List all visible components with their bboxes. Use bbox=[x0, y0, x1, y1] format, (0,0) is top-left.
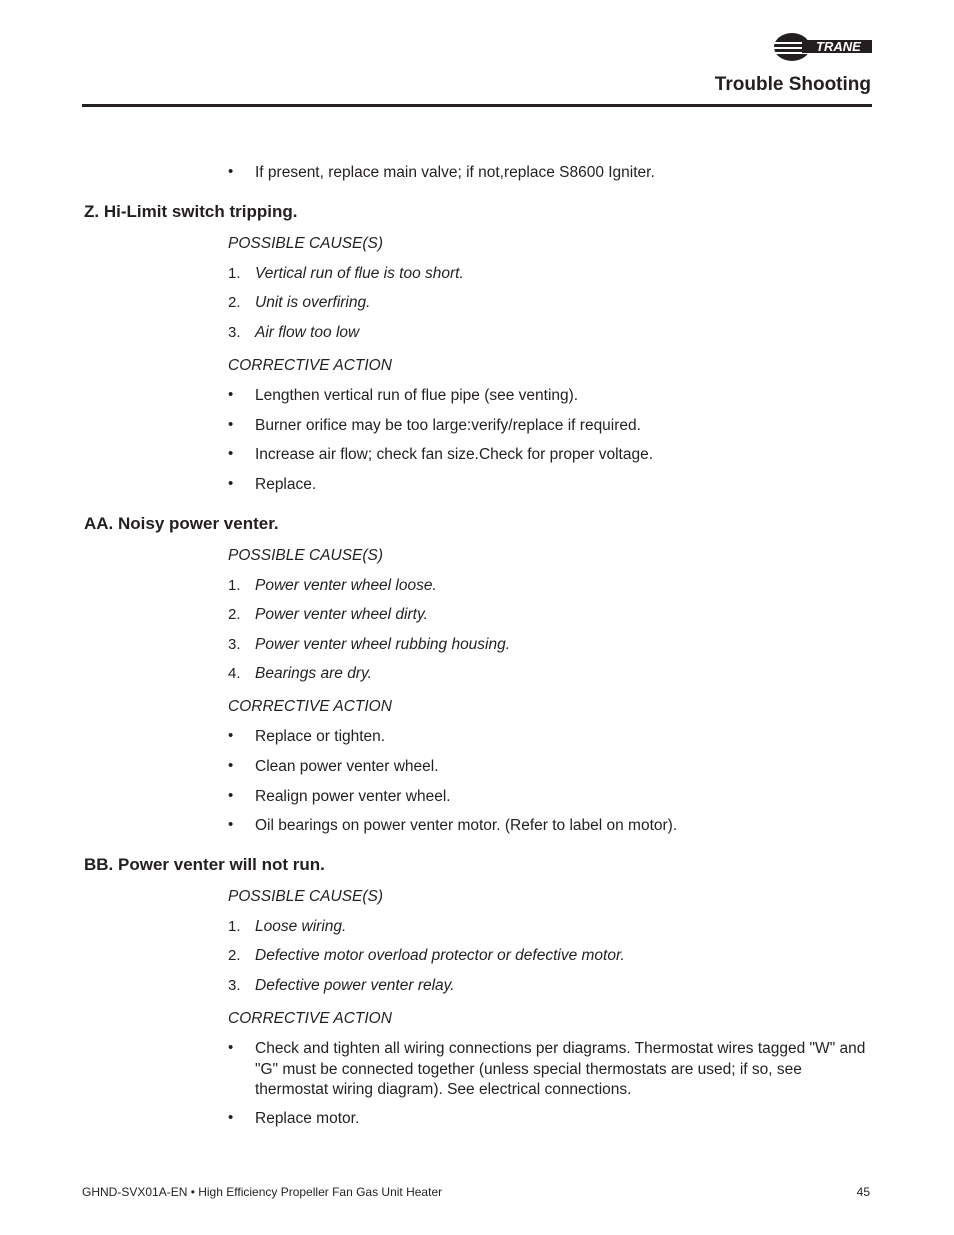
action-item: Increase air flow; check fan size.Check for proper voltage. bbox=[255, 446, 654, 463]
bullet-icon: • bbox=[228, 1109, 234, 1126]
actions-label: CORRECTIVE ACTION bbox=[228, 1010, 392, 1027]
bullet-icon: • bbox=[228, 757, 234, 774]
cause-item: Defective motor overload protector or defective motor. bbox=[255, 947, 625, 964]
bullet-icon: • bbox=[228, 416, 234, 433]
cause-item: Unit is overfiring. bbox=[255, 294, 371, 311]
cause-item: Bearings are dry. bbox=[255, 665, 372, 682]
action-item: Lengthen vertical run of flue pipe (see venting). bbox=[255, 387, 579, 404]
header-rule bbox=[82, 104, 872, 107]
cause-item: Air flow too low bbox=[255, 324, 360, 341]
list-number: 1. bbox=[228, 577, 241, 594]
causes-label: POSSIBLE CAUSE(S) bbox=[228, 888, 384, 905]
bullet-icon: • bbox=[228, 475, 234, 492]
actions-label: CORRECTIVE ACTION bbox=[228, 357, 392, 374]
page-number: 45 bbox=[856, 1185, 870, 1199]
bullet-icon: • bbox=[228, 163, 234, 180]
list-number: 4. bbox=[228, 665, 241, 682]
causes-label: POSSIBLE CAUSE(S) bbox=[228, 547, 384, 564]
list-number: 3. bbox=[228, 324, 241, 341]
bullet-icon: • bbox=[228, 787, 234, 804]
section-title: Trouble Shooting bbox=[714, 74, 871, 95]
cause-item: Power venter wheel dirty. bbox=[255, 606, 428, 623]
bullet-icon: • bbox=[228, 727, 234, 744]
section-heading: Z. Hi-Limit switch tripping. bbox=[84, 202, 298, 221]
action-item: Clean power venter wheel. bbox=[255, 758, 439, 775]
section-heading: BB. Power venter will not run. bbox=[84, 855, 325, 874]
action-item: Replace motor. bbox=[255, 1110, 360, 1127]
cause-item: Power venter wheel rubbing housing. bbox=[255, 636, 511, 653]
cause-item: Loose wiring. bbox=[255, 918, 347, 935]
cause-item: Defective power venter relay. bbox=[255, 977, 455, 994]
list-number: 2. bbox=[228, 606, 241, 623]
section-heading: AA. Noisy power venter. bbox=[84, 514, 279, 533]
bullet-icon: • bbox=[228, 445, 234, 462]
list-number: 1. bbox=[228, 918, 241, 935]
action-item: Replace or tighten. bbox=[255, 728, 386, 745]
causes-label: POSSIBLE CAUSE(S) bbox=[228, 235, 384, 252]
trane-logo bbox=[772, 30, 876, 64]
intro-bullet-text: If present, replace main valve; if not,replace S8600 Igniter. bbox=[255, 164, 655, 181]
bullet-icon: • bbox=[228, 816, 234, 833]
list-number: 2. bbox=[228, 947, 241, 964]
bullet-icon: • bbox=[228, 1039, 234, 1056]
list-number: 3. bbox=[228, 636, 241, 653]
actions-label: CORRECTIVE ACTION bbox=[228, 698, 392, 715]
cause-item: Vertical run of flue is too short. bbox=[255, 265, 464, 282]
cause-item: Power venter wheel loose. bbox=[255, 577, 437, 594]
action-item: Check and tighten all wiring connections per diagrams. Thermostat wires tagged "W" and "G" must be connected together (unless special thermostats are used; if so, see thermostat wiring diagram). See electrical connections. bbox=[255, 1040, 866, 1098]
svg-text:TRANE: TRANE bbox=[816, 39, 861, 54]
bullet-icon: • bbox=[228, 386, 234, 403]
list-number: 2. bbox=[228, 294, 241, 311]
list-number: 3. bbox=[228, 977, 241, 994]
action-item: Replace. bbox=[255, 476, 317, 493]
action-item: Realign power venter wheel. bbox=[255, 788, 451, 805]
footer-doc-info: GHND-SVX01A-EN • High Efficiency Propeller Fan Gas Unit Heater bbox=[82, 1185, 443, 1199]
action-item: Oil bearings on power venter motor. (Refer to label on motor). bbox=[255, 817, 678, 834]
list-number: 1. bbox=[228, 265, 241, 282]
action-item: Burner orifice may be too large:verify/replace if required. bbox=[255, 417, 641, 434]
